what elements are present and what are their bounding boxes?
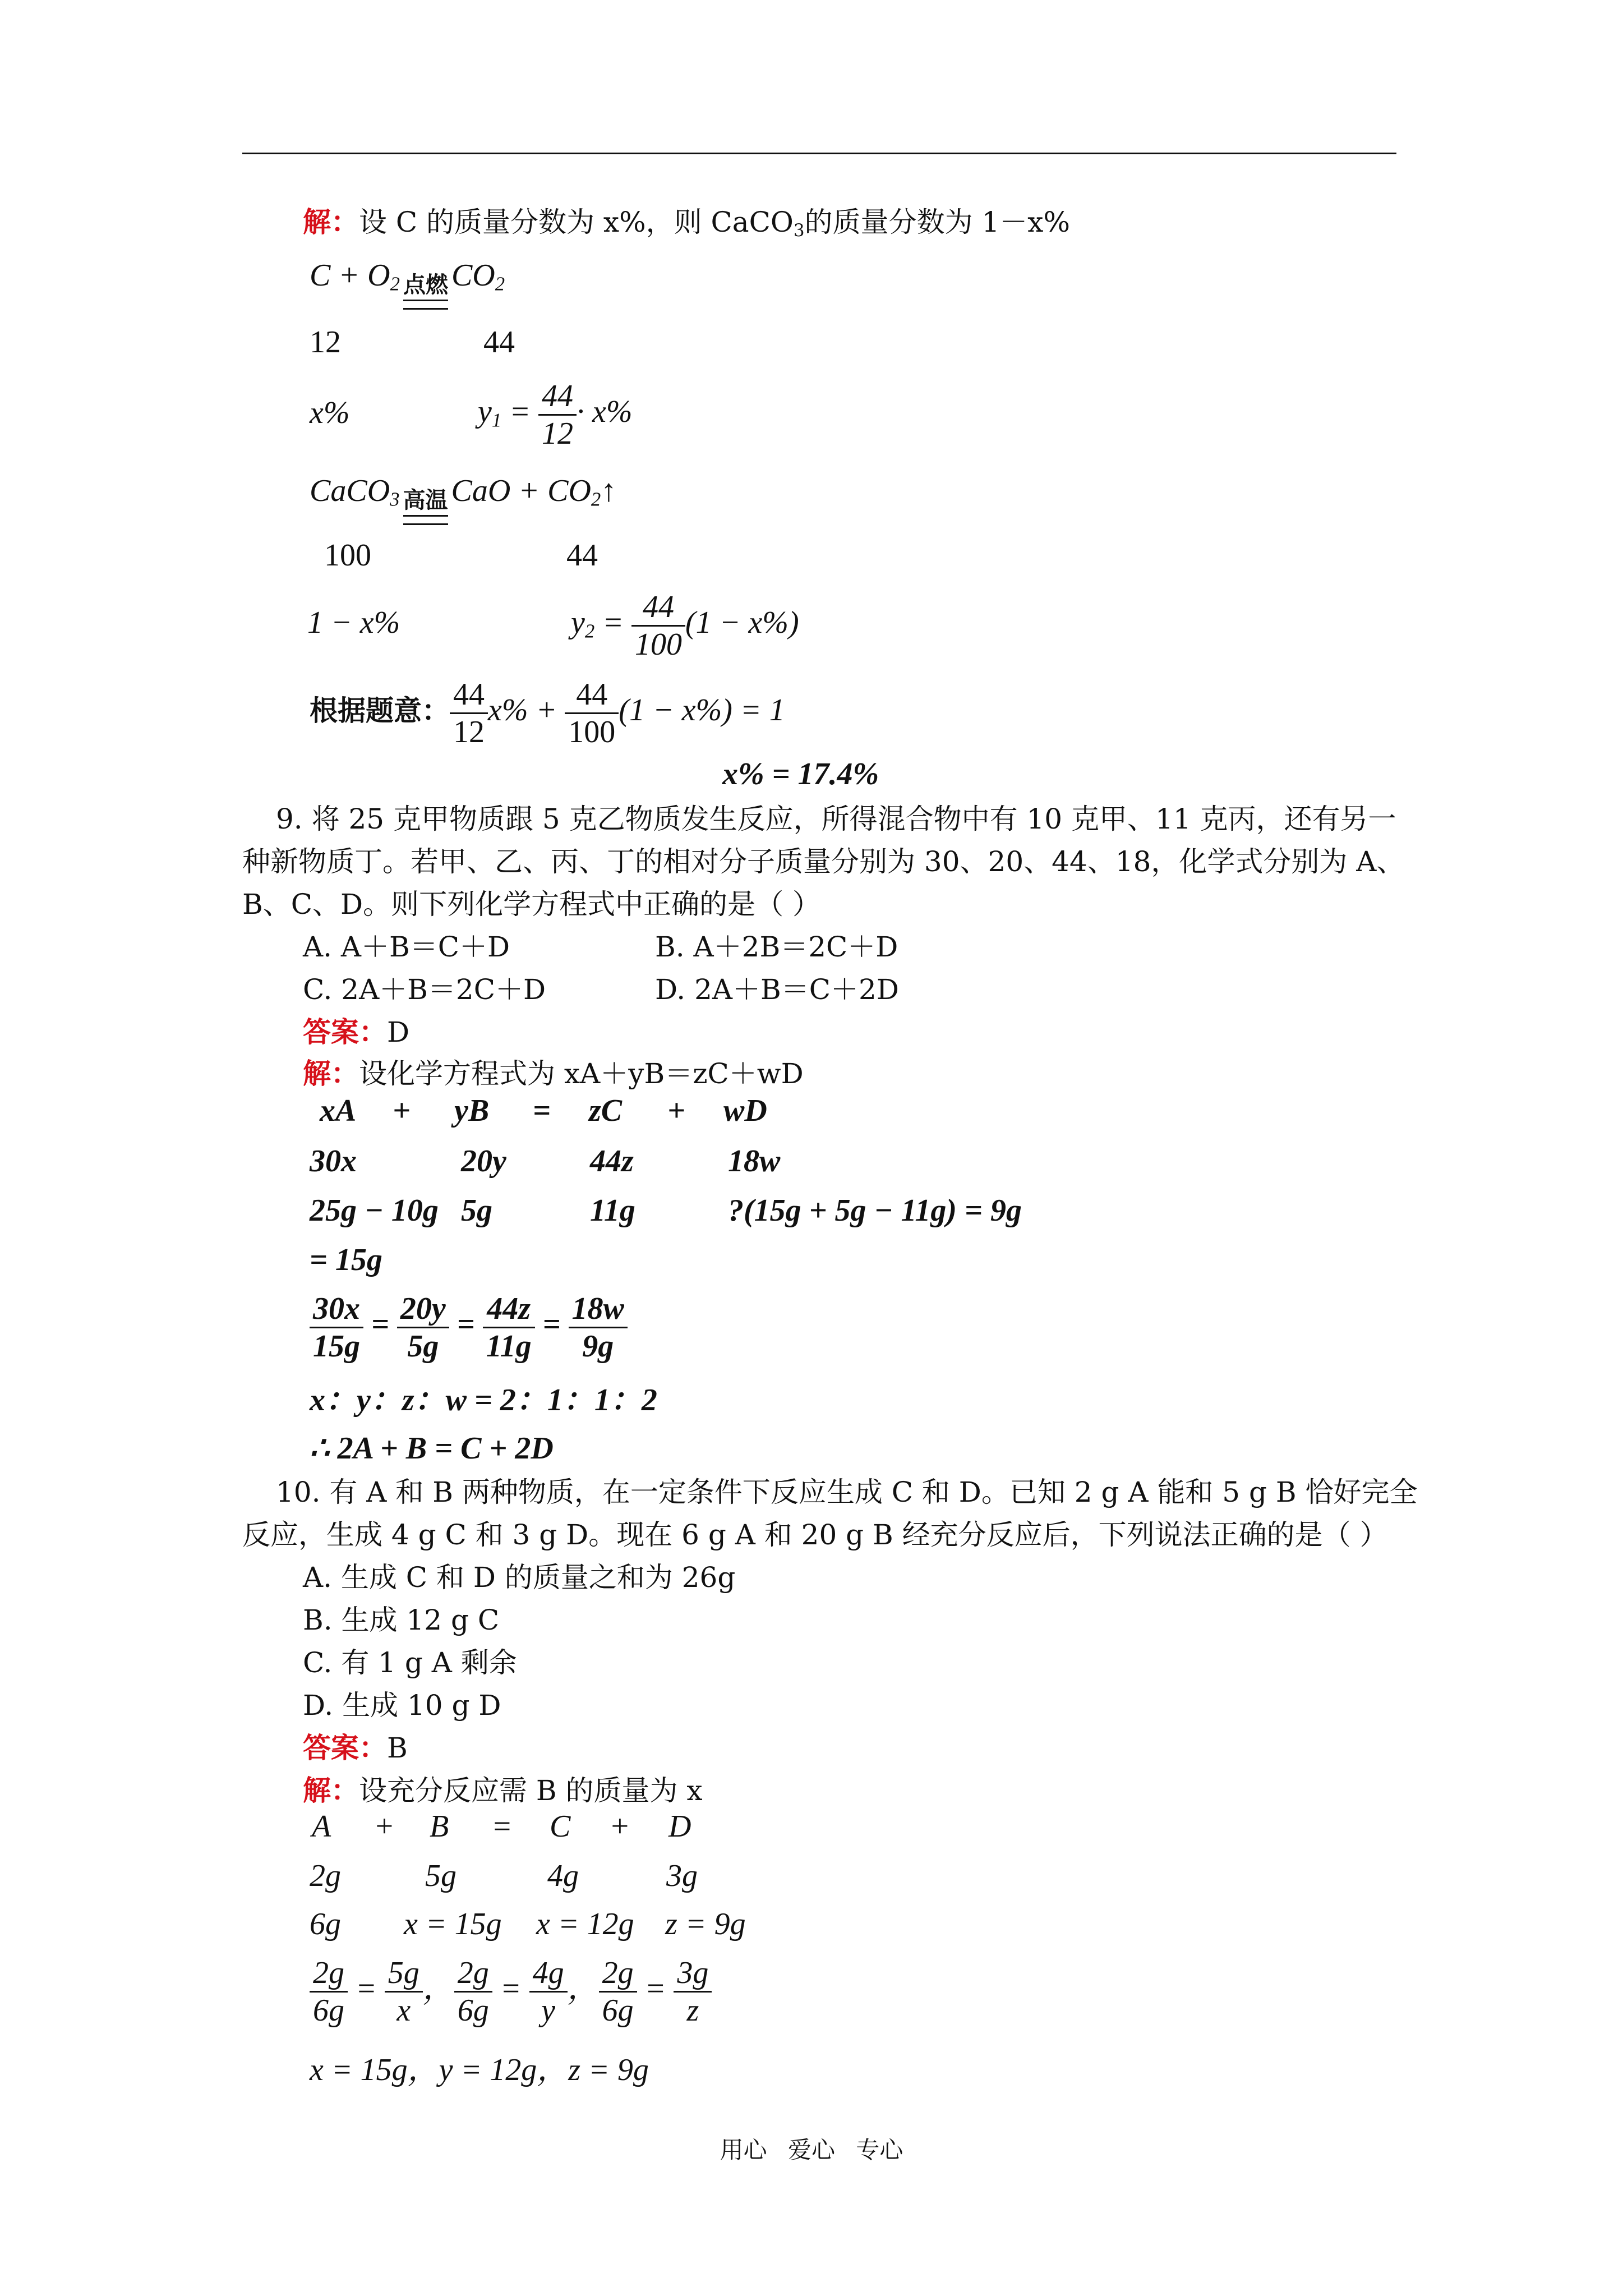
q10-line-1: 10. 有 A 和 B 两种物质，在一定条件下反应生成 C 和 D。已知 2 g A 能和 5 g B 恰好完全: [276, 1476, 1418, 1508]
condition-ignite: 点燃: [403, 273, 448, 315]
q9-option-d: D. 2A＋B＝C＋2D: [655, 973, 899, 1006]
q9-option-a: A. A＋B＝C＋D: [303, 931, 510, 963]
sol8-mass-a: 12: [310, 325, 341, 360]
q10-answer: 答案：B: [303, 1732, 408, 1764]
sol8-basis: 根据题意： $\frac{44}{12}$ x% + $\frac{44}{100}$ (1 − x%) = 1: [310, 677, 785, 749]
q9-calc-cont: = 15g: [310, 1243, 382, 1277]
q10-solution-setup: 解：设充分反应需 B 的质量为 x: [303, 1774, 703, 1807]
q10-option-a: A. 生成 C 和 D 的质量之和为 26g: [303, 1561, 736, 1594]
q10-line-2: 反应，生成 4 g C 和 3 g D。现在 6 g A 和 20 g B 经充分反应后，下列说法正确的是（ ）: [242, 1519, 1388, 1551]
sol8-row-1mx: 1 − x%: [307, 605, 400, 640]
sol8-row-y1: $y_1$ = $\frac{44}{12}$ · x%: [478, 378, 633, 451]
q10-option-b: B. 生成 12 g C: [303, 1604, 500, 1636]
q9-line-2: 种新物质丁。若甲、乙、丙、丁的相对分子质量分别为 30、20、44、18，化学式分别为 A、: [242, 845, 1405, 878]
sol8-result: x% = 17.4%: [722, 757, 879, 792]
sol8-row-x: x%: [310, 395, 350, 430]
q9-ratio: x：y：z：w = 2：1：1：2: [310, 1383, 657, 1418]
sol8-reaction-2: CaCO$_3$ 高温 CaO + $CO_2↑$: [310, 460, 616, 522]
sol8-mass-d: 44: [566, 538, 598, 573]
sol8-mass-c: 100: [324, 538, 371, 573]
q10-option-d: D. 生成 10 g D: [303, 1689, 501, 1722]
sol8-reaction-1: $C + O_2$ 点燃 $CO_2$: [310, 245, 505, 306]
page-footer: 用心 爱心 专心: [720, 2136, 903, 2164]
q9-solution-setup: 解：设化学方程式为 xA＋yB＝zC＋wD: [303, 1057, 804, 1090]
q9-line-1: 9. 将 25 克甲物质跟 5 克乙物质发生反应，所得混合物中有 10 克甲、11 克丙，还有另一: [276, 803, 1396, 835]
q9-option-b: B. A＋2B＝2C＋D: [655, 931, 898, 963]
sol8-intro: 解：设 C 的质量分数为 x%，则 CaCO$_3$的质量分数为 1－x%: [303, 206, 1071, 241]
solution-label: 解：: [303, 206, 359, 238]
q10-final: x = 15g，y = 12g，z = 9g: [310, 2053, 649, 2087]
q9-conclusion: ∴ 2A + B = C + 2D: [310, 1431, 554, 1466]
q9-answer: 答案：D: [303, 1016, 410, 1048]
sol8-row-y2: $y_2$ = $\frac{44}{100}$ (1 − x%): [571, 589, 799, 662]
header-rule: [242, 153, 1396, 154]
q9-line-3: B、C、D。则下列化学方程式中正确的是（ ）: [242, 888, 820, 921]
q10-option-c: C. 有 1 g A 剩余: [303, 1646, 517, 1679]
condition-high-temp: 高温: [403, 488, 448, 531]
q10-fraction-row: $\frac{2g}{6g}$ = $\frac{5g}{x}$ ， $\frac{2g}{6g}$ = $\frac{4g}{y}$ ， $\frac{2g}{6g}$ = $\frac{3g}{z}$: [310, 1947, 712, 2031]
q9-fraction-chain: $\frac{30x}{15g}$ = $\frac{20y}{5g}$ = $\frac{44z}{11g}$ = $\frac{18w}{9g}$: [310, 1282, 628, 1366]
q9-option-c: C. 2A＋B＝2C＋D: [303, 973, 546, 1006]
sol8-mass-b: 44: [483, 325, 515, 360]
